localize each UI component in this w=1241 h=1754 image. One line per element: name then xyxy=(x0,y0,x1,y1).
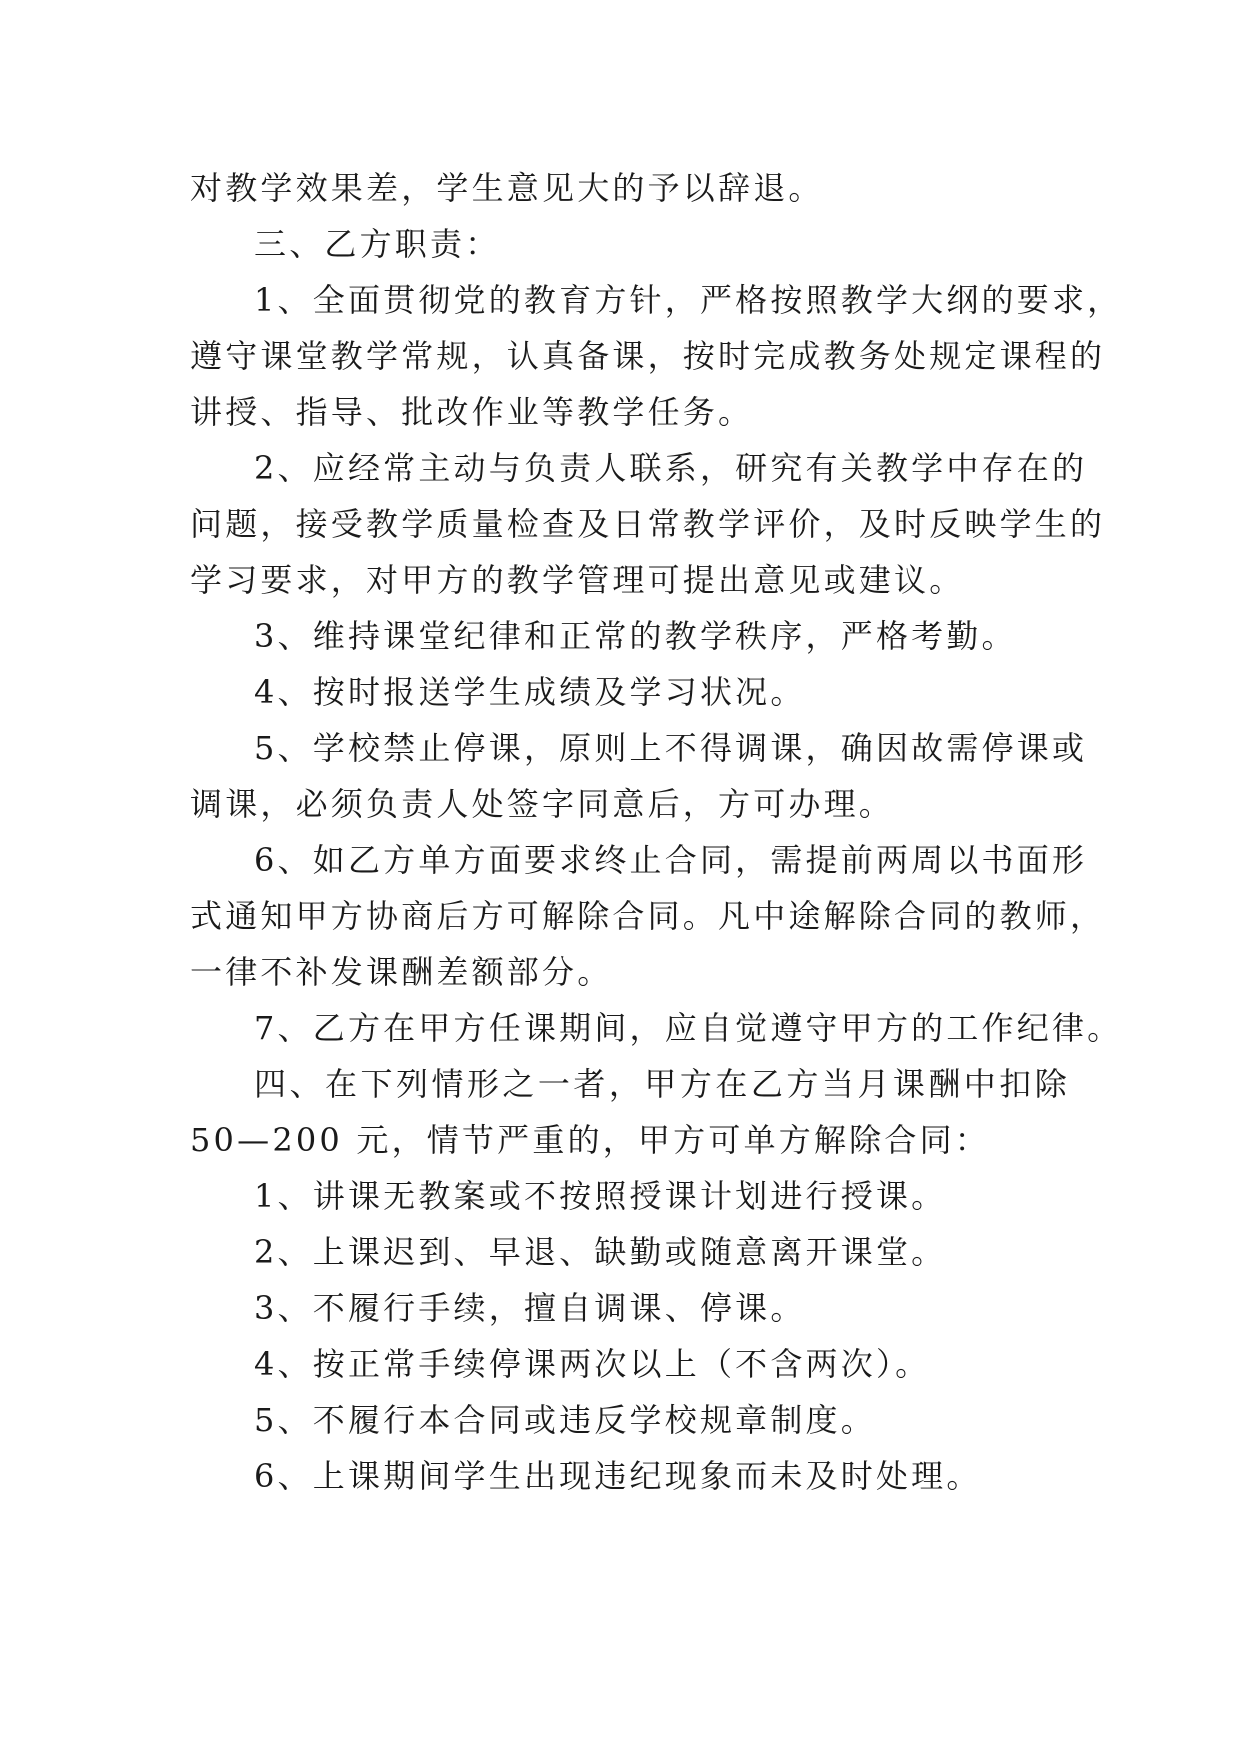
text-line: 7、乙方在甲方任课期间，应自觉遵守甲方的工作纪律。 xyxy=(254,1009,1123,1047)
text-line: 6、如乙方单方面要求终止合同，需提前两周以书面形 xyxy=(254,841,1088,879)
text-line: 3、维持课堂纪律和正常的教学秩序，严格考勤。 xyxy=(254,617,1017,655)
text-line: 5、学校禁止停课，原则上不得调课，确因故需停课或 xyxy=(254,729,1088,767)
text-line: 2、上课迟到、早退、缺勤或随意离开课堂。 xyxy=(254,1233,947,1271)
text-line: 学习要求，对甲方的教学管理可提出意见或建议。 xyxy=(190,561,965,599)
text-line: 50—200 元，情节严重的，甲方可单方解除合同： xyxy=(190,1121,990,1159)
text-line: 1、讲课无教案或不按照授课计划进行授课。 xyxy=(254,1177,947,1215)
text-line: 6、上课期间学生出现违纪现象而未及时处理。 xyxy=(254,1457,982,1495)
section-heading: 四、在下列情形之一者，甲方在乙方当月课酬中扣除 xyxy=(254,1065,1070,1103)
text-line: 4、按时报送学生成绩及学习状况。 xyxy=(254,673,806,711)
text-line: 对教学效果差，学生意见大的予以辞退。 xyxy=(190,169,824,207)
text-line: 讲授、指导、批改作业等教学任务。 xyxy=(190,393,754,431)
text-line: 5、不履行本合同或违反学校规章制度。 xyxy=(254,1401,876,1439)
text-line: 4、按正常手续停课两次以上（不含两次）。 xyxy=(254,1345,931,1383)
text-line: 问题，接受教学质量检查及日常教学评价，及时反映学生的 xyxy=(190,505,1106,543)
text-line: 一律不补发课酬差额部分。 xyxy=(190,953,613,991)
text-line: 遵守课堂教学常规，认真备课，按时完成教务处规定课程的 xyxy=(190,337,1106,375)
text-line: 1、全面贯彻党的教育方针，严格按照教学大纲的要求， xyxy=(254,281,1123,319)
text-line: 2、应经常主动与负责人联系，研究有关教学中存在的 xyxy=(254,449,1088,487)
text-line: 式通知甲方协商后方可解除合同。凡中途解除合同的教师， xyxy=(190,897,1106,935)
text-line: 调课，必须负责人处签字同意后，方可办理。 xyxy=(190,785,895,823)
text-line: 3、不履行手续，擅自调课、停课。 xyxy=(254,1289,806,1327)
section-heading: 三、乙方职责： xyxy=(254,225,501,263)
